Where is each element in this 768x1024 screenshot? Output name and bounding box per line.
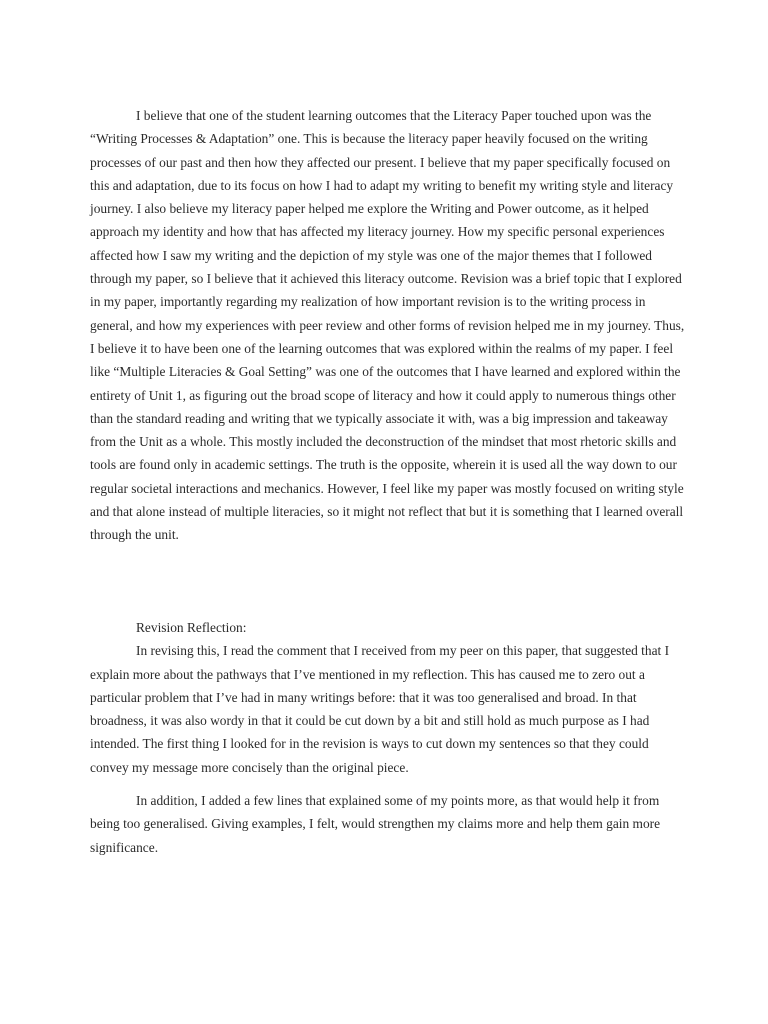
revision-heading: Revision Reflection: [136,620,247,635]
reflection-body [90,104,690,547]
revision-paragraph: In revising this, I read the comment that I received from my peer on this paper, that suggested that I explain more about the pathways that I’ve mentioned in my reflection. This has caused me to zero out a particular problem that I’ve had in many writings before: that it was too generalised and broad. In that broadness, it was also wordy in that it could be cut down by a bit and still hold as much purpose as I had intended. The first thing I looked for in the revision is ways to cut down my sentences so that they could convey my message more concisely than the original piece. [90,643,670,775]
main-paragraph: I believe that one of the student learning outcomes that the Literacy Paper touched upon was the “Writing Processes & Adaptation” one. This is because the literacy paper heavily focused on the writing processes of our past and then how they affected our present. I believe that my paper specifically focused on this and adaptation, due to its focus on how I had to adapt my writing to benefit my writing style and literacy journey. I also believe my literacy paper helped me explore the Writing and Power outcome, as it helped approach my identity and how that has affected my literacy journey. How my specific personal experiences affected how I saw my writing and the depiction of my style was one of the major themes that I followed through my paper, so I believe that it achieved this literacy outcome. Revision was a brief topic that I explored in my paper, importantly regarding my realization of how important revision is to the writing process in general, and how my experiences with peer review and other forms of revision helped me in my journey. Thus, I believe it to have been one of the learning outcomes that was explored within the realms of my paper. I feel like “Multiple Literacies & Goal Setting” was one of the outcomes that I have learned and explored within the entirety of Unit 1, as figuring out the broad scope of literacy and how it could apply to numerous things other than the standard reading and writing that we typically associate it with, was a big impression and takeaway from the Unit as a whole. This mostly included the deconstruction of the mindset that most rhetoric skills and tools are found only in academic settings. The truth is the opposite, wherein it is used all the way down to our regular societal interactions and mechanics. However, I feel like my paper was mostly focused on writing style and that alone instead of multiple literacies, so it might not reflect that but it is something that I learned overall through the unit. [90,108,685,543]
revision-section [90,616,690,859]
revision-paragraph: In addition, I added a few lines that explained some of my points more, as that would help it from being too generalised. Giving examples, I felt, would strengthen my claims more and help them gain more significance. [90,793,661,855]
